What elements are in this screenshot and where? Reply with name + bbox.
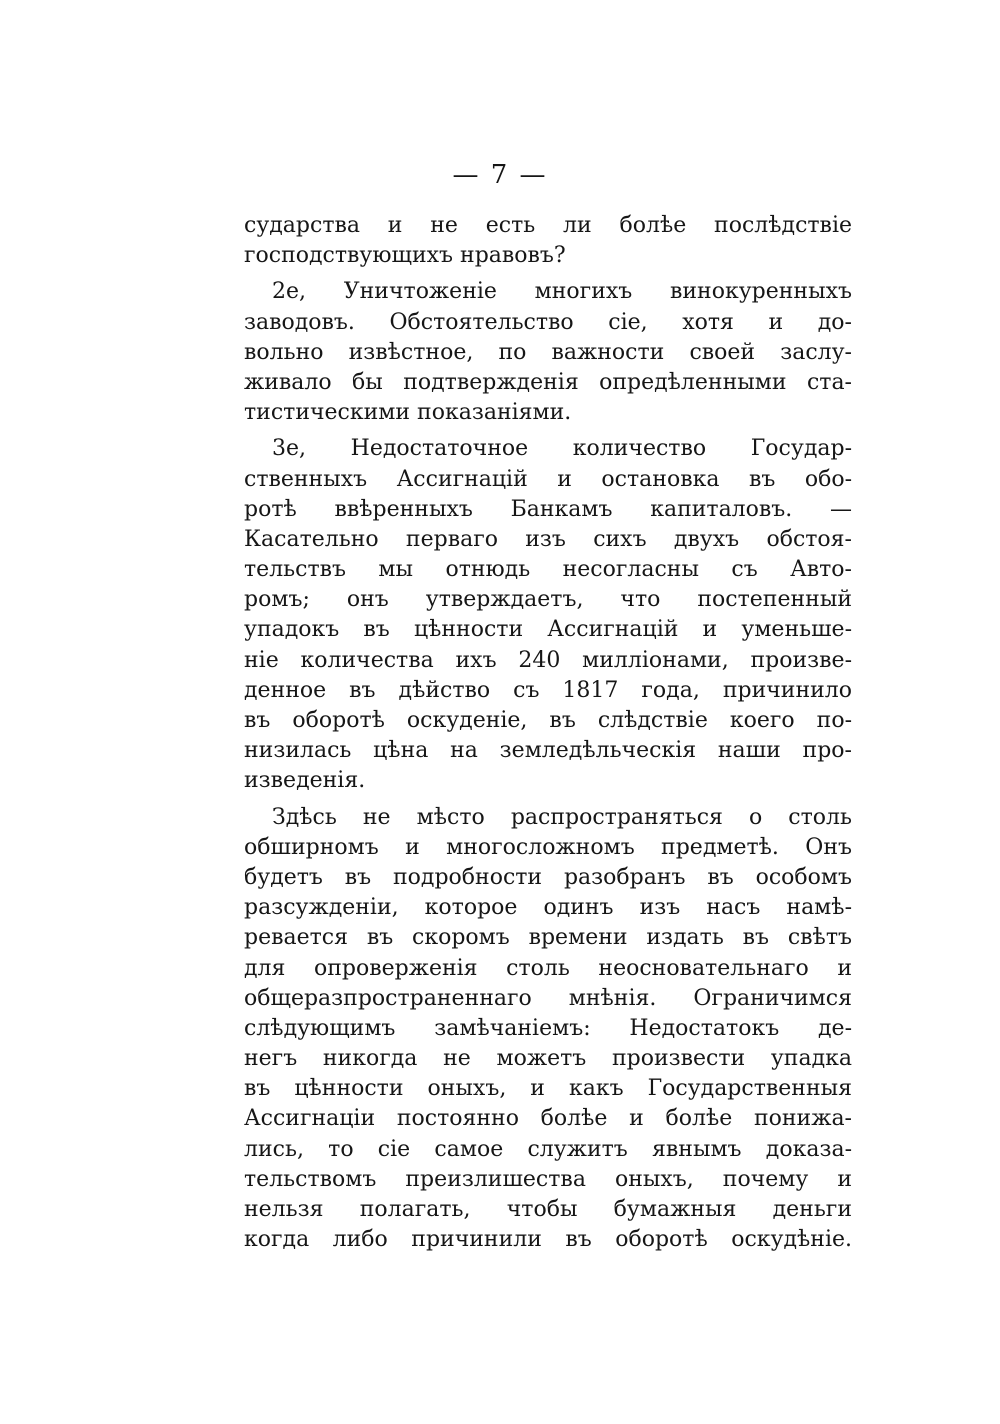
text-line: будетъ въ подробности разобранъ въ особомъ (244, 864, 852, 890)
text-line: низилась цѣна на земледѣльческія наши про- (244, 738, 852, 764)
text-line: нельзя полагать, чтобы бумажныя деньги (244, 1197, 852, 1222)
text-line: въ цѣнности оныхъ, и какъ Государственныя (244, 1076, 852, 1102)
text-line: въ оборотѣ оскуденіе, въ слѣдствіе коего по- (244, 708, 852, 733)
text-line: вольно извѣстное, по важности своей заслу- (244, 339, 852, 365)
text-line: заводовъ. Обстоятельство сіе, хотя и до- (244, 309, 852, 335)
paragraph-1 (244, 211, 852, 271)
text-line: Касательно перваго изъ сихъ двухъ обстоя- (244, 526, 852, 552)
text-line: 2е, Уничтоженіе многихъ винокуренныхъ (272, 279, 852, 305)
text-line: Ассигнаціи постоянно болѣе и болѣе понижа- (244, 1106, 852, 1132)
text-line: ственныхъ Ассигнацій и остановка въ обо- (244, 466, 852, 492)
text-line: господствующихъ нравовъ? (244, 243, 566, 269)
text-line: тистическими показаніями. (244, 400, 572, 426)
text-line: лись, то сіе самое служитъ явнымъ доказа- (244, 1136, 852, 1162)
text-line: ромъ; онъ утверждаетъ, что постепенный (244, 587, 852, 613)
text-line: 3е, Недостаточное количество Государ- (272, 436, 852, 462)
text-line: изведенія. (244, 768, 366, 794)
page-number: — 7 — (452, 160, 548, 190)
text-line: общеразпространеннаго мнѣнія. Ограничимся (244, 985, 852, 1011)
text-line: упадокъ въ цѣнности Ассигнацій и уменьше- (244, 617, 852, 643)
text-line: слѣдующимъ замѣчаніемъ: Недостатокъ де- (244, 1015, 852, 1041)
paragraph-3 (244, 434, 852, 796)
text-line: денное въ дѣйство съ 1817 года, причинило (244, 677, 852, 703)
text-line: ніе количества ихъ 240 милліонами, произве- (244, 647, 852, 673)
text-line: тельствомъ преизлишества оныхъ, почему и (244, 1166, 852, 1192)
paragraph-4 (244, 803, 852, 1256)
text-line: сударства и не есть ли болѣе послѣдствіе (244, 213, 852, 238)
text-line: живало бы подтвержденія опредѣленными ста- (244, 369, 852, 395)
text-line: разсужденіи, которое одинъ изъ насъ намѣ- (244, 895, 852, 921)
text-line: обширномъ и многосложномъ предметѣ. Онъ (244, 834, 852, 860)
text-line: тельствъ мы отнюдь несогласны съ Авто- (244, 557, 852, 583)
text-line: Здѣсь не мѣсто распространяться о столь (272, 804, 852, 830)
page-body (244, 211, 852, 1255)
text-line: ротѣ ввѣренныхъ Банкамъ капиталовъ. — (244, 496, 852, 522)
text-line: ревается въ скоромъ времени издать въ свѣтъ (244, 925, 852, 951)
text-line: для опроверженія столь неосновательнаго и (244, 955, 852, 981)
paragraph-2 (244, 277, 852, 428)
text-line: когда либо причинили въ оборотѣ оскудѣніе. (244, 1227, 852, 1253)
text-line: негъ никогда не можетъ произвести упадка (244, 1046, 852, 1072)
